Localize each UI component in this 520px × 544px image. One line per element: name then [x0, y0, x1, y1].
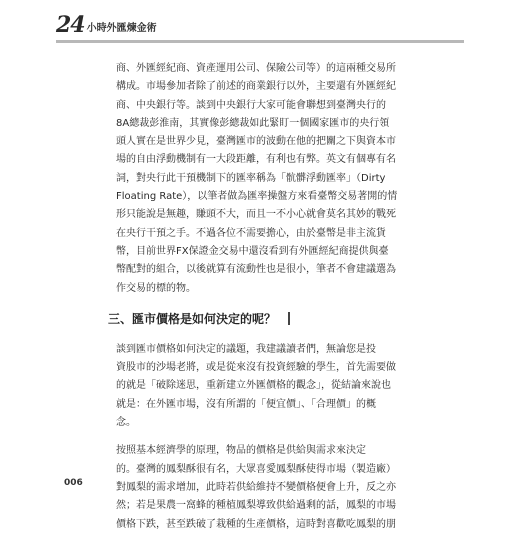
text-line: 構成。市場參加者除了前述的商業銀行以外，主要還有外匯經紀	[116, 81, 396, 93]
text-line: 的就是「破除迷思，重新建立外匯價格的觀念」，從結論來說也	[116, 380, 391, 392]
book-title: 小時外匯煉金術	[86, 23, 157, 34]
text-line: 在央行干預之手。不過各位不需要擔心，由於臺幣是非主流貨	[116, 227, 386, 239]
text-line: 就是：在外匯市場，沒有所謂的「便宜價」、「合理價」的概	[116, 398, 376, 410]
text-line: 幣，目前世界FX保證金交易中還沒看到有外匯經紀商提供與臺	[116, 245, 389, 257]
page-number: 006	[64, 478, 83, 488]
header-rule	[56, 40, 464, 43]
paragraph-1	[116, 60, 416, 298]
text-line: 場的自由浮動機制有一大段距離，有利也有弊。英文有個專有名	[116, 154, 396, 166]
text-line: 的。臺灣的鳳梨酥很有名，大眾喜愛鳳梨酥使得市場（製造廠）	[116, 463, 396, 475]
text-line: 談到匯市價格如何決定的議題，我建議讀者們，無論您是投	[116, 343, 376, 355]
text-line: 然；若是果農一窩蜂的種植鳳梨導致供給過剩的話，鳳梨的市場	[116, 500, 396, 512]
text-line: 8A總裁彭淮南，其實像彭總裁如此緊盯一個國家匯市的央行領	[116, 117, 390, 129]
text-line: 頭人實在是世界少見，臺灣匯市的波動在他的把關之下與資本市	[116, 136, 396, 148]
text-line: 價格下跌，甚至跌破了栽種的生產價格，這時對喜歡吃鳳梨的朋	[116, 518, 396, 530]
book-number: 24	[56, 12, 85, 38]
page-body	[108, 60, 416, 544]
text-line: 幣配對的組合，以後就算有流動性也是很小，筆者不會建議選為	[116, 264, 396, 276]
section-heading	[108, 310, 416, 327]
text-line: 商、中央銀行等。談到中央銀行大家可能會聯想到臺灣央行的	[116, 99, 386, 111]
text-line: 按照基本經濟學的原理，物品的價格是供給與需求來決定	[116, 445, 366, 457]
text-line: Floating Rate），以筆者做為匯率操盤方來看臺幣交易著開的情	[116, 191, 398, 203]
text-line: 詞，對央行此干預機制下的匯率稱為「骯髒浮動匯率」（Dirty	[116, 172, 386, 184]
running-header	[56, 14, 157, 36]
text-line: 念。	[116, 417, 136, 429]
section-title: 三、匯市價格是如何決定的呢？	[108, 311, 277, 326]
text-line: 形只能說是無趣，賺頭不大，而且一不小心就會莫名其妙的戰死	[116, 209, 396, 221]
text-line: 商、外匯經紀商、資產運用公司、保險公司等）的這兩種交易所	[116, 63, 396, 74]
paragraph-3	[116, 442, 416, 533]
section-marker	[288, 312, 290, 325]
text-line: 作交易的標的物。	[116, 282, 196, 294]
text-line: 資股市的沙場老將，或是從來沒有投資經驗的學生，首先需要做	[116, 362, 396, 374]
text-line: 對鳳梨的需求增加，此時若供給維持不變價格便會上升，反之亦	[116, 481, 396, 493]
paragraph-2	[116, 341, 416, 432]
